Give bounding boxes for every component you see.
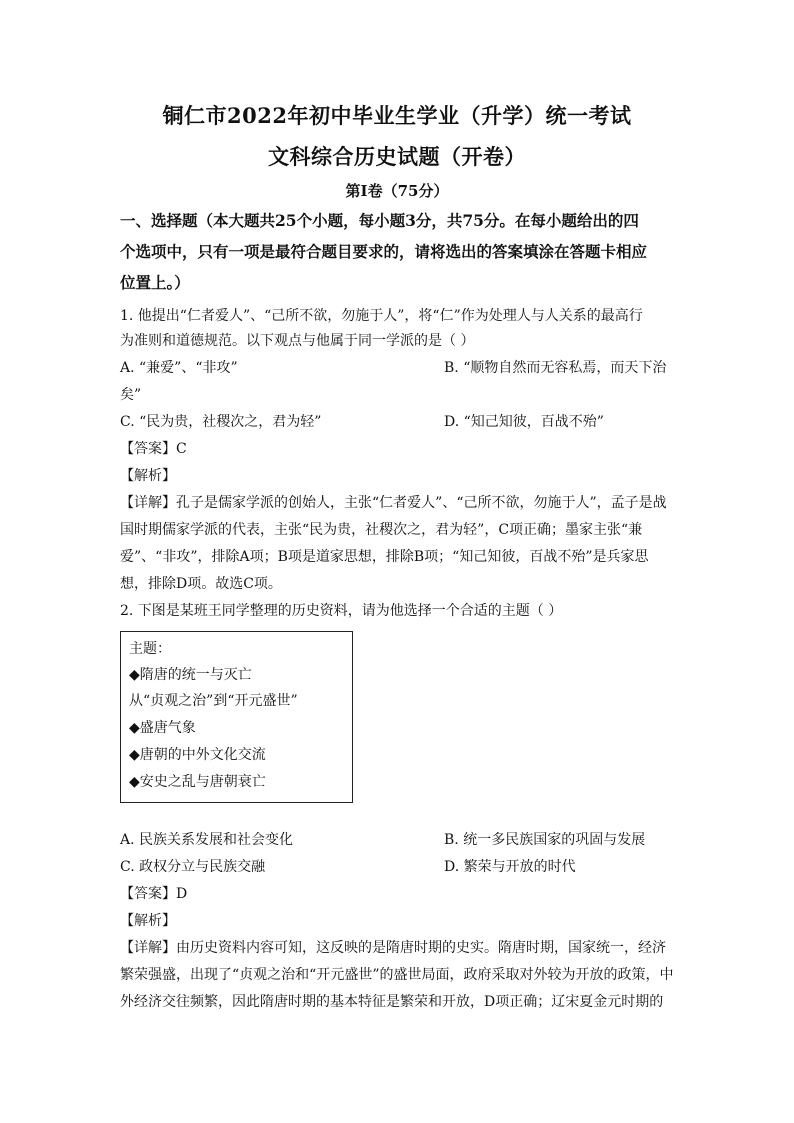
q1-detail-line-3: 爱”、“非攻”，排除A项；B项是道家思想，排除B项；“知己知彼，百战不殆”是兵家思 (120, 549, 649, 565)
q2-option-b: B. 统一多民族国家的巩固与发展 (444, 832, 646, 848)
q1-option-b-line-2: 矣” (120, 387, 142, 403)
exam-subtitle: 文科综合历史试题（开卷） (268, 144, 526, 169)
q1-detail-line-2: 国时期儒家学派的代表，主张“民为贵，社稷次之，君为轻”，C项正确；墨家主张“兼 (120, 522, 643, 538)
box-item: ◆安史之乱与唐朝衰亡 (129, 774, 266, 790)
q1-option-d: D. “知己知彼，百战不殆” (444, 414, 604, 430)
instructions-line-3: 位置上。） (120, 273, 190, 292)
q2-analysis-label: 【解析】 (120, 913, 176, 929)
box-heading: 主题： (129, 641, 171, 657)
box-item: ◆唐朝的中外文化交流 (129, 747, 266, 763)
q2-detail-line-3: 外经济交往频繁，因此隋唐时期的基本特征是繁荣和开放，D项正确；辽宋夏金元时期的 (120, 994, 664, 1010)
box-item: ◆盛唐气象 (129, 720, 196, 736)
q1-detail-line-1: 【详解】孔子是儒家学派的创始人，主张“仁者爱人”、“己所不欲，勿施于人”，孟子是战 (120, 495, 667, 511)
q2-answer: 【答案】D (120, 886, 188, 902)
q2-detail-line-2: 繁荣强盛，出现了“贞观之治和“开元盛世”的盛世局面，政府采取对外较为开放的政策，中 (120, 967, 674, 983)
q1-analysis-label: 【解析】 (120, 468, 176, 484)
q1-option-c: C. “民为贵，社稷次之，君为轻” (120, 414, 322, 430)
box-item: 从“贞观之治”到“开元盛世” (129, 693, 298, 709)
q1-detail-line-4: 想，排除D项。故选C项。 (120, 576, 282, 592)
q2-option-d: D. 繁荣与开放的时代 (444, 859, 576, 875)
q1-stem-line-1: 1. 他提出“仁者爱人”、“己所不欲，勿施于人”，将“仁”作为处理人与人关系的最高行 (120, 308, 643, 324)
box-item: ◆隋唐的统一与灭亡 (129, 667, 252, 683)
exam-title: 铜仁市2022年初中毕业生学业（升学）统一考试 (162, 103, 632, 128)
q2-stem: 2. 下图是某班王同学整理的历史资料，请为他选择一个合适的主题（ ） (120, 603, 563, 619)
q2-option-a: A. 民族关系发展和社会变化 (120, 832, 294, 848)
instructions-line-1: 一、选择题（本大题共25个小题，每小题3分，共75分。在每小题给出的四 (120, 211, 639, 230)
q1-option-b-line-1: B. “顺物自然而无容私焉，而天下治 (444, 360, 667, 376)
q2-material-box (120, 631, 353, 803)
instructions-line-2: 个选项中，只有一项是最符合题目要求的，请将选出的答案填涂在答题卡相应 (120, 242, 648, 261)
q2-detail-line-1: 【详解】由历史资料内容可知，这反映的是隋唐时期的史实。隋唐时期，国家统一，经济 (120, 940, 666, 956)
q1-answer: 【答案】C (120, 441, 187, 457)
q1-option-a: A. “兼爱”、“非攻” (120, 360, 238, 376)
q2-option-c: C. 政权分立与民族交融 (120, 859, 266, 875)
q1-stem-line-2: 为准则和道德规范。以下观点与他属于同一学派的是（ ） (120, 333, 475, 349)
section-heading: 第I卷（75分） (345, 182, 449, 200)
